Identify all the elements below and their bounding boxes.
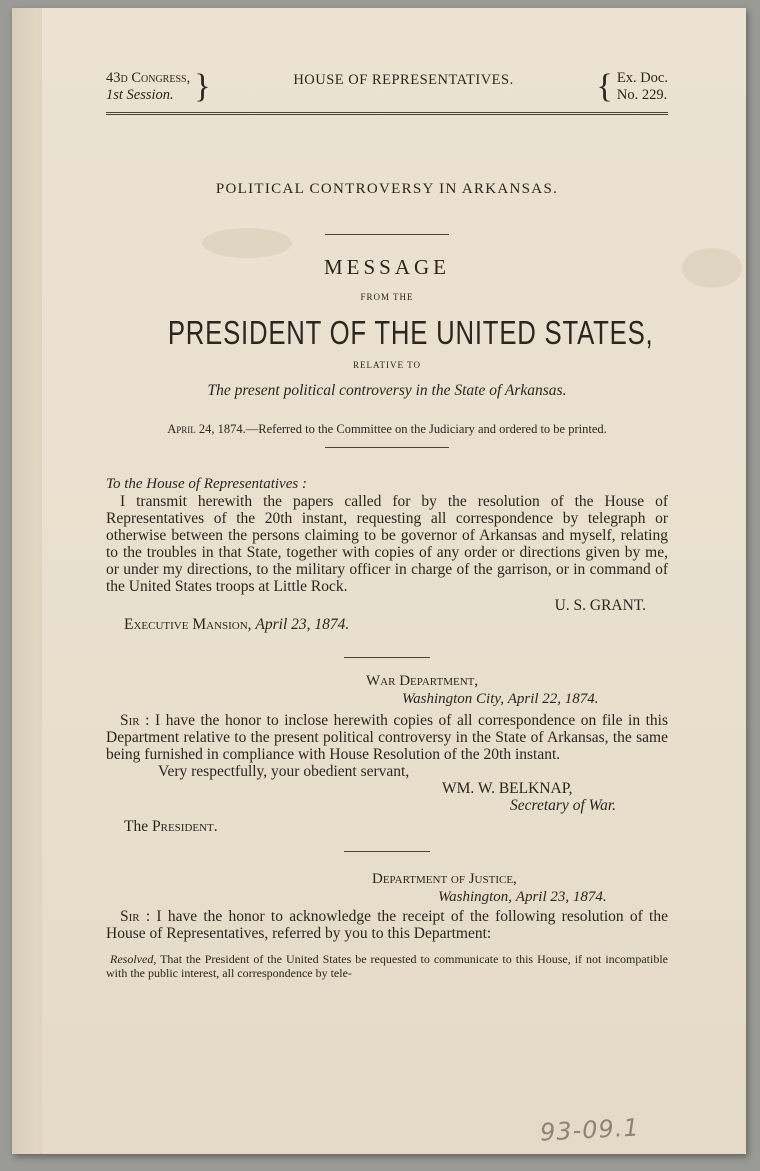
war-addressee: [124, 818, 668, 835]
referral-text: —Referred to the Committee on the Judiciary and ordered to be printed.: [245, 422, 607, 436]
congress-label: 43d Congress,: [106, 70, 191, 86]
message-salutation: To the House of Representatives :: [106, 476, 307, 492]
war-body-text: I have the honor to inclose herewith copies of all correspondence on file in this Department relative to the present political controversy in the State of Arkansas, the same being furnished in compliance with House Resolution of the 20th instant.: [106, 712, 668, 763]
justice-dept-heading: [372, 870, 668, 888]
document-subject: POLITICAL CONTROVERSY IN ARKANSAS.: [215, 181, 559, 197]
war-dept-dateline: [402, 690, 668, 708]
referral-note: [106, 422, 668, 437]
resolution-text: [106, 952, 668, 980]
war-city-label: Washington City,: [402, 691, 504, 707]
war-letter-body: [106, 712, 668, 763]
message-body: I transmit herewith the papers called for by the resolution of the House of Representatives of the 20th instant, requesting all correspondence by telegraph or otherwise between the persons claiming to be governor of Arkansas and myself, relating to the troubles in that State, together with copies of any order or directions given by me, or under my directions, to the military officer in charge of the garrison, or in command of the United States troops at Little Rock.: [106, 493, 668, 595]
president-heading: PRESIDENT OF THE UNITED STATES,: [167, 314, 654, 351]
addressee-label: President.: [151, 818, 218, 835]
war-signer-title: Secretary of War.: [510, 797, 617, 814]
war-signer: WM. W. BELKNAP,: [442, 780, 573, 797]
divider-rule: [344, 851, 430, 852]
subject-line: The present political controversy in the State of Arkansas.: [207, 382, 567, 399]
page: [42, 8, 746, 1154]
place-label: Executive Mansion,: [124, 616, 252, 633]
message-signature: U. S. GRANT.: [554, 597, 646, 614]
relative-to-label: RELATIVE TO: [353, 360, 421, 370]
message-place-date: [124, 616, 668, 633]
congress-session: [106, 70, 215, 104]
doc-number-label: No. 229.: [616, 87, 668, 103]
justice-sir-label: Sir :: [120, 908, 151, 925]
handwritten-note: 93-09.1: [539, 1113, 641, 1147]
doc-type-label: Ex. Doc.: [616, 70, 668, 86]
divider-rule: [325, 234, 449, 235]
left-brace: {: [596, 68, 613, 105]
session-label: 1st Session.: [106, 87, 174, 103]
document-header: [106, 70, 668, 115]
resolved-body: That the President of the United States be requested to communicate to this House, if not incompatible with the public interest, all correspondence by tele-: [106, 952, 668, 980]
justice-dept-dateline: [438, 888, 668, 906]
justice-body-text: I have the honor to acknowledge the receipt of the following resolution of the House of Representatives, referred by you to this Department:: [106, 908, 668, 942]
from-the-label: FROM THE: [360, 292, 414, 302]
addressee-the: The: [124, 818, 149, 835]
chamber-label: HOUSE OF REPRESENTATIVES.: [293, 72, 514, 88]
justice-letter-body: [106, 908, 668, 942]
divider-rule: [344, 657, 430, 658]
resolved-label: Resolved,: [110, 952, 157, 966]
document-sheet: [12, 8, 746, 1154]
war-closing: Very respectfully, your obedient servant,: [158, 763, 410, 780]
paper-stain: [682, 248, 742, 288]
right-brace: }: [194, 68, 211, 105]
war-dept-heading: [366, 672, 668, 690]
document-content: [106, 70, 668, 980]
document-number: [593, 70, 668, 104]
referral-date: April 24, 1874.: [167, 422, 246, 436]
justice-city-label: Washington,: [438, 889, 513, 905]
war-dept-label: War Department,: [366, 673, 479, 689]
divider-rule: [325, 447, 449, 448]
justice-dept-label: Department of Justice,: [372, 871, 517, 887]
war-sir-label: Sir :: [120, 712, 150, 729]
message-heading: MESSAGE: [323, 255, 451, 279]
war-date-label: April 22, 1874.: [507, 691, 599, 707]
date-label: April 23, 1874.: [255, 616, 350, 633]
justice-date-label: April 23, 1874.: [515, 889, 607, 905]
